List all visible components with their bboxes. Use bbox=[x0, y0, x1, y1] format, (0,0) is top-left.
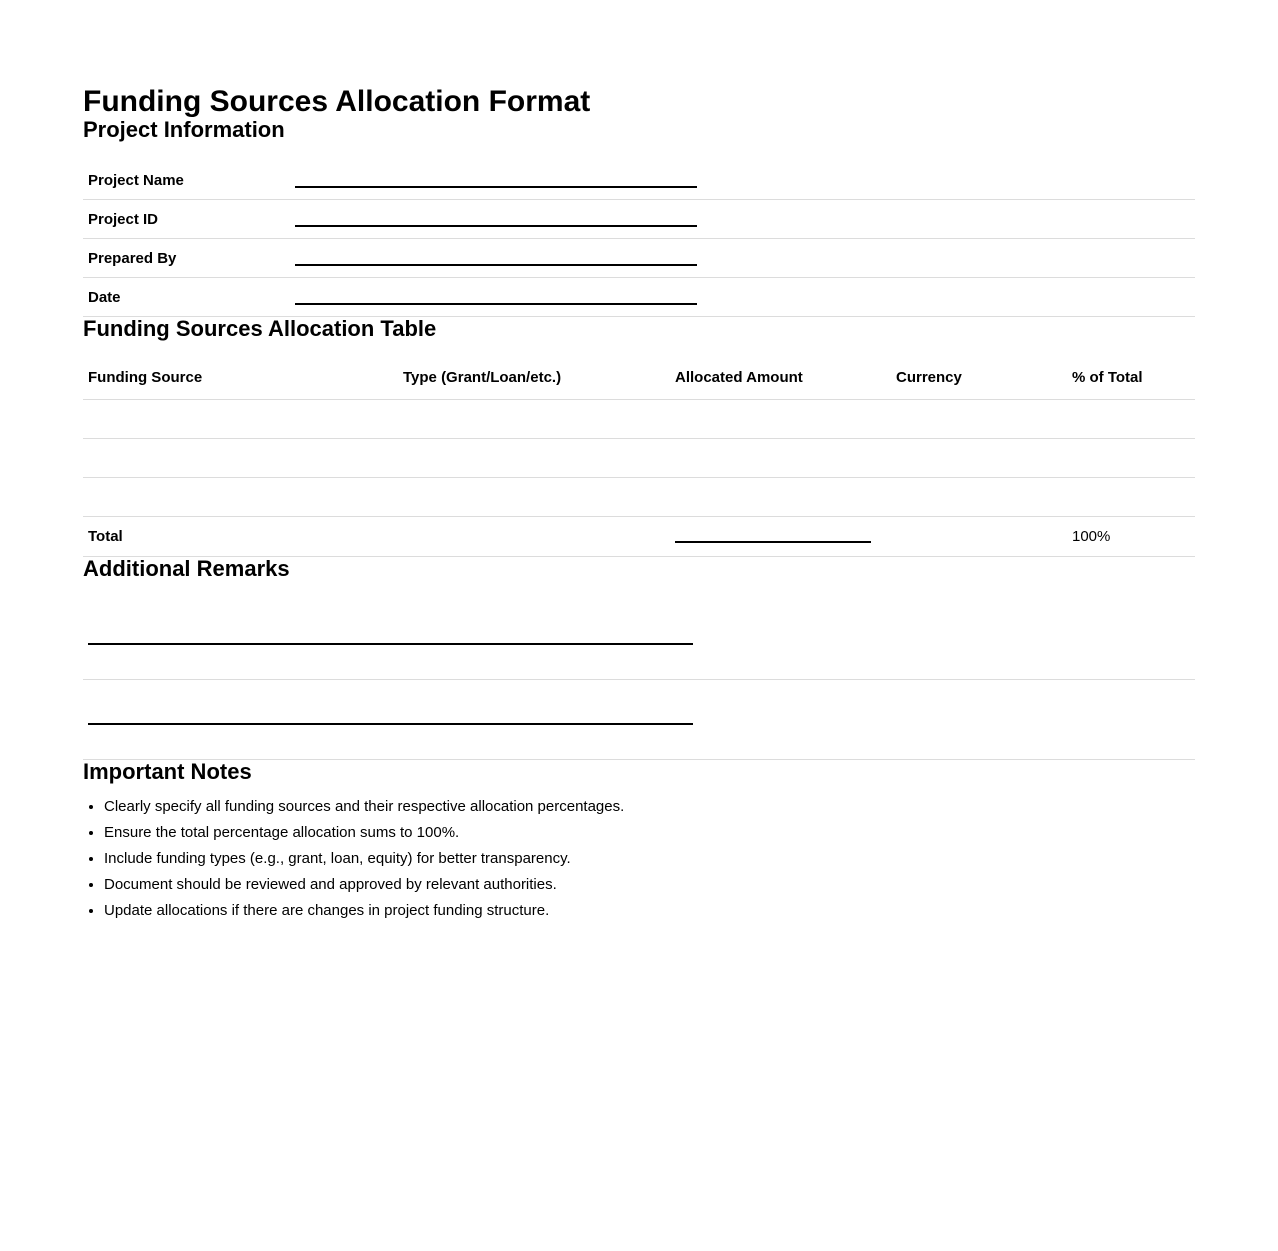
project-info-fields bbox=[83, 161, 1195, 317]
project-info-heading: Project Information bbox=[83, 117, 285, 142]
table-total-row bbox=[83, 517, 1195, 557]
column-header-type: Type (Grant/Loan/etc.) bbox=[403, 369, 562, 387]
field-label-prepared-by: Prepared By bbox=[88, 249, 177, 267]
field-label-date: Date bbox=[88, 288, 121, 306]
remark-row bbox=[83, 580, 1195, 680]
note-item: • Document should be reviewed and approved by relevant authorities. bbox=[104, 876, 1195, 894]
field-blank-line-project-name bbox=[295, 186, 697, 188]
remark-blank-line bbox=[88, 723, 693, 725]
allocation-table-heading: Funding Sources Allocation Table bbox=[83, 316, 437, 342]
note-item: • Include funding types (e.g., grant, loan, equity) for better transparency. bbox=[104, 850, 1195, 868]
page-title: Funding Sources Allocation Format bbox=[83, 85, 591, 118]
field-label-project-id: Project ID bbox=[88, 210, 159, 228]
column-header-allocated-amount: Allocated Amount bbox=[675, 369, 803, 387]
total-label: Total bbox=[88, 528, 123, 546]
column-header-currency: Currency bbox=[896, 369, 962, 387]
column-header-funding-source: Funding Source bbox=[88, 369, 203, 387]
field-row-prepared-by bbox=[83, 239, 1195, 278]
note-item: • Update allocations if there are changes in project funding structure. bbox=[104, 902, 1195, 920]
field-blank-line-project-id bbox=[295, 225, 697, 227]
table-row bbox=[83, 400, 1195, 439]
total-percent-value: 100% bbox=[1072, 528, 1111, 546]
field-blank-line-date bbox=[295, 303, 697, 305]
field-row-project-id bbox=[83, 200, 1195, 239]
table-row bbox=[83, 478, 1195, 517]
field-blank-line-prepared-by bbox=[295, 264, 697, 266]
field-row-date bbox=[83, 278, 1195, 317]
remarks-heading: Additional Remarks bbox=[83, 556, 290, 582]
remark-row bbox=[83, 680, 1195, 760]
field-label-project-name: Project Name bbox=[88, 171, 184, 189]
column-header-percent-of-total: % of Total bbox=[1072, 369, 1143, 387]
notes-heading: Important Notes bbox=[83, 759, 252, 785]
table-row bbox=[83, 439, 1195, 478]
table-header-row bbox=[83, 369, 1195, 400]
note-item: • Ensure the total percentage allocation sums to 100%. bbox=[104, 824, 1195, 842]
total-amount-blank-line bbox=[675, 541, 871, 543]
allocation-table bbox=[83, 369, 1195, 557]
remark-blank-line bbox=[88, 643, 693, 645]
field-row-project-name bbox=[83, 161, 1195, 200]
notes-list bbox=[83, 798, 1195, 920]
note-item: • Clearly specify all funding sources and their respective allocation percentages. bbox=[104, 798, 1195, 816]
remarks-section bbox=[83, 580, 1195, 760]
